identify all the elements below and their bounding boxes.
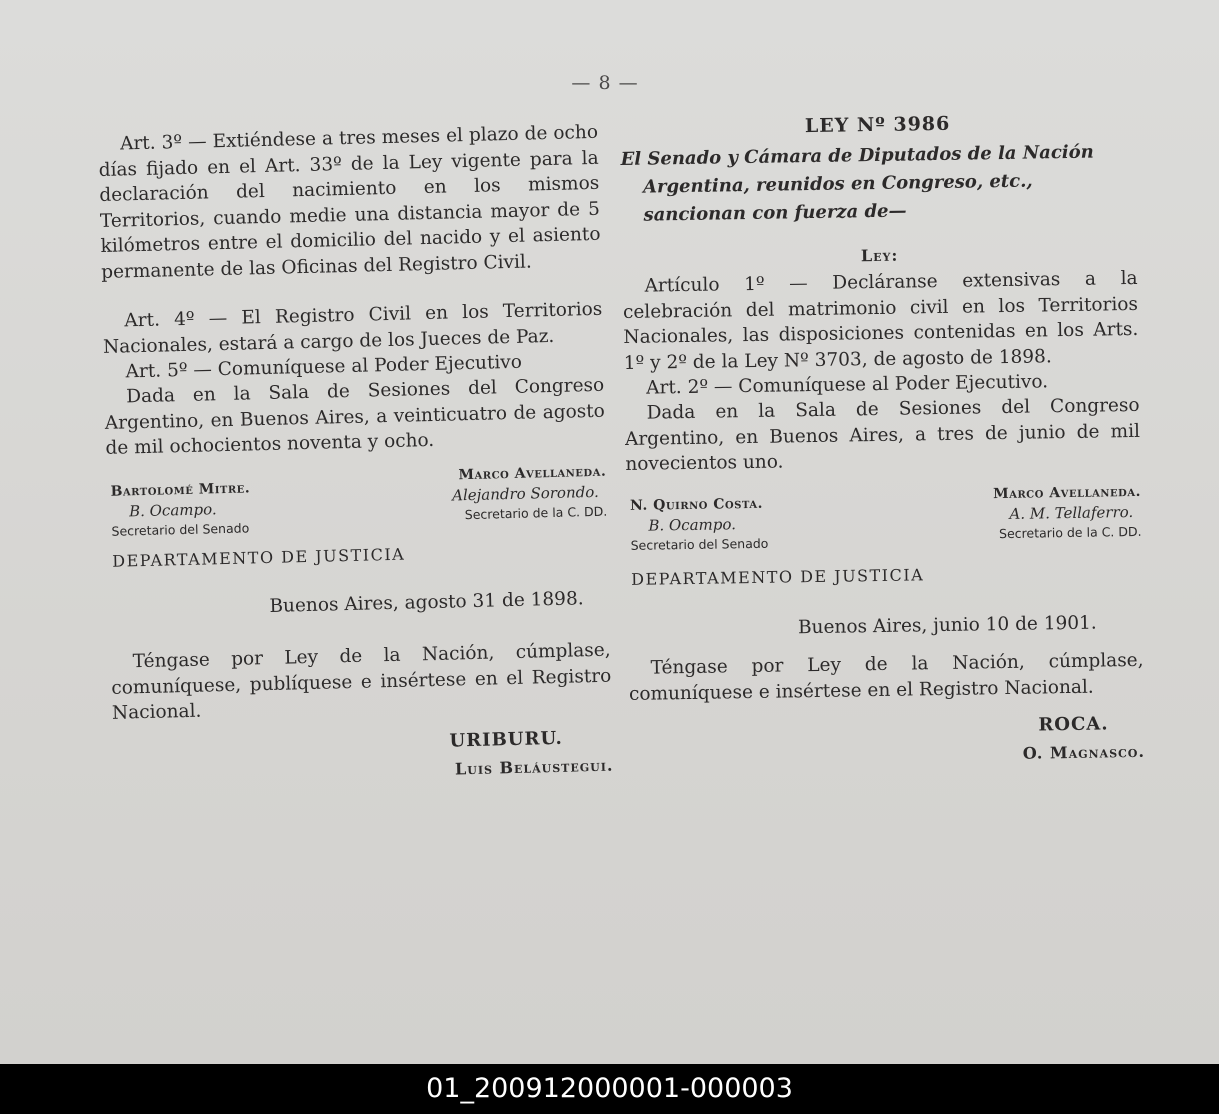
right-department: DEPARTAMENTO DE JUSTICIA: [631, 565, 925, 589]
left-article-3: Art. 3º — Extiéndese a tres meses el plazo de ocho días fijado en el Art. 33º de la Ley vigente para la declaración del nacimiento en los mismos Territorios, cuando medie una distancia mayor de 5 kilómetros entre el domicilio del nacido y el asiento permanente de las Oficinas del Registro Civil.: [98, 121, 601, 283]
signature-secretary: B. Ocampo.: [648, 515, 737, 535]
right-date: Buenos Aires, junio 10 de 1901.: [797, 612, 1097, 639]
left-article-5: Art. 5º — Comuníquese al Poder Ejecutivo: [125, 351, 523, 383]
left-date: Buenos Aires, agosto 31 de 1898.: [269, 588, 584, 617]
left-article-4: Art. 4º — El Registro Civil en los Territorios Nacionales, estará a cargo de los Jueces de Paz.: [102, 298, 603, 358]
signature-name: Marco Avellaneda.: [993, 483, 1142, 503]
president-signature: ROCA.: [1038, 713, 1109, 736]
right-final-signatures: [1022, 710, 1145, 768]
left-department: DEPARTAMENTO DE JUSTICIA: [112, 544, 406, 571]
signature-title: Secretario del Senado: [630, 535, 769, 553]
left-signature-senate: [110, 478, 251, 541]
minister-signature: O. Magnasco.: [1022, 741, 1146, 763]
page-number: — 8 —: [571, 72, 639, 94]
right-signature-senate: [630, 494, 769, 556]
law-title: LEY Nº 3986: [804, 112, 951, 138]
left-signature-chamber: [451, 462, 607, 526]
signature-title: Secretario de la C. DD.: [464, 503, 608, 523]
left-decree: Téngase por Ley de la Nación, cúmplase, comuníquese, publíquese e insértese en el Registro Nacional.: [111, 639, 612, 724]
preamble: El Senado y Cámara de Diputados de la Nación Argentina, reunidos en Congreso, etc., sancionan con fuerza de—: [620, 141, 1094, 226]
signature-name: Bartolomé Mitre.: [110, 480, 251, 500]
ley-heading: Ley:: [860, 245, 899, 266]
signature-title: Secretario del Senado: [111, 520, 250, 539]
president-signature: URIBURU.: [449, 727, 564, 752]
right-article-1: Artículo 1º — Decláranse extensivas a la celebración del matrimonio civil en los Territorios Nacionales, las disposiciones contenidas en los Arts. 1º y 2º de la Ley Nº 3703, de agosto de 1898.: [622, 267, 1139, 374]
signature-secretary: Alejandro Sorondo.: [451, 482, 599, 505]
image-caption: 01_200912000001-000003: [0, 1064, 1219, 1114]
signature-name: Marco Avellaneda.: [458, 463, 607, 484]
signature-secretary: B. Ocampo.: [128, 500, 217, 521]
minister-signature: Luis Beláustegui.: [454, 755, 614, 779]
left-dada-en: Dada en la Sala de Sesiones del Congreso Argentino, en Buenos Aires, a veinticuatro de agosto de mil ochocientos noventa y ocho.: [104, 374, 606, 459]
signature-name: N. Quirno Costa.: [629, 495, 764, 514]
left-final-signatures: [449, 724, 614, 784]
signature-title: Secretario de la C. DD.: [998, 523, 1142, 542]
right-signature-chamber: [993, 482, 1142, 544]
right-article-2: Art. 2º — Comuníquese al Poder Ejecutivo.: [646, 371, 1049, 399]
right-decree: Téngase por Ley de la Nación, cúmplase, comuníquese e insértese en el Registro Nacional.: [628, 649, 1144, 705]
right-dada-en: Dada en la Sala de Sesiones del Congreso Argentino, en Buenos Aires, a tres de junio de mil novecientos uno.: [624, 394, 1141, 475]
signature-secretary: A. M. Tellaferro.: [1009, 502, 1134, 523]
